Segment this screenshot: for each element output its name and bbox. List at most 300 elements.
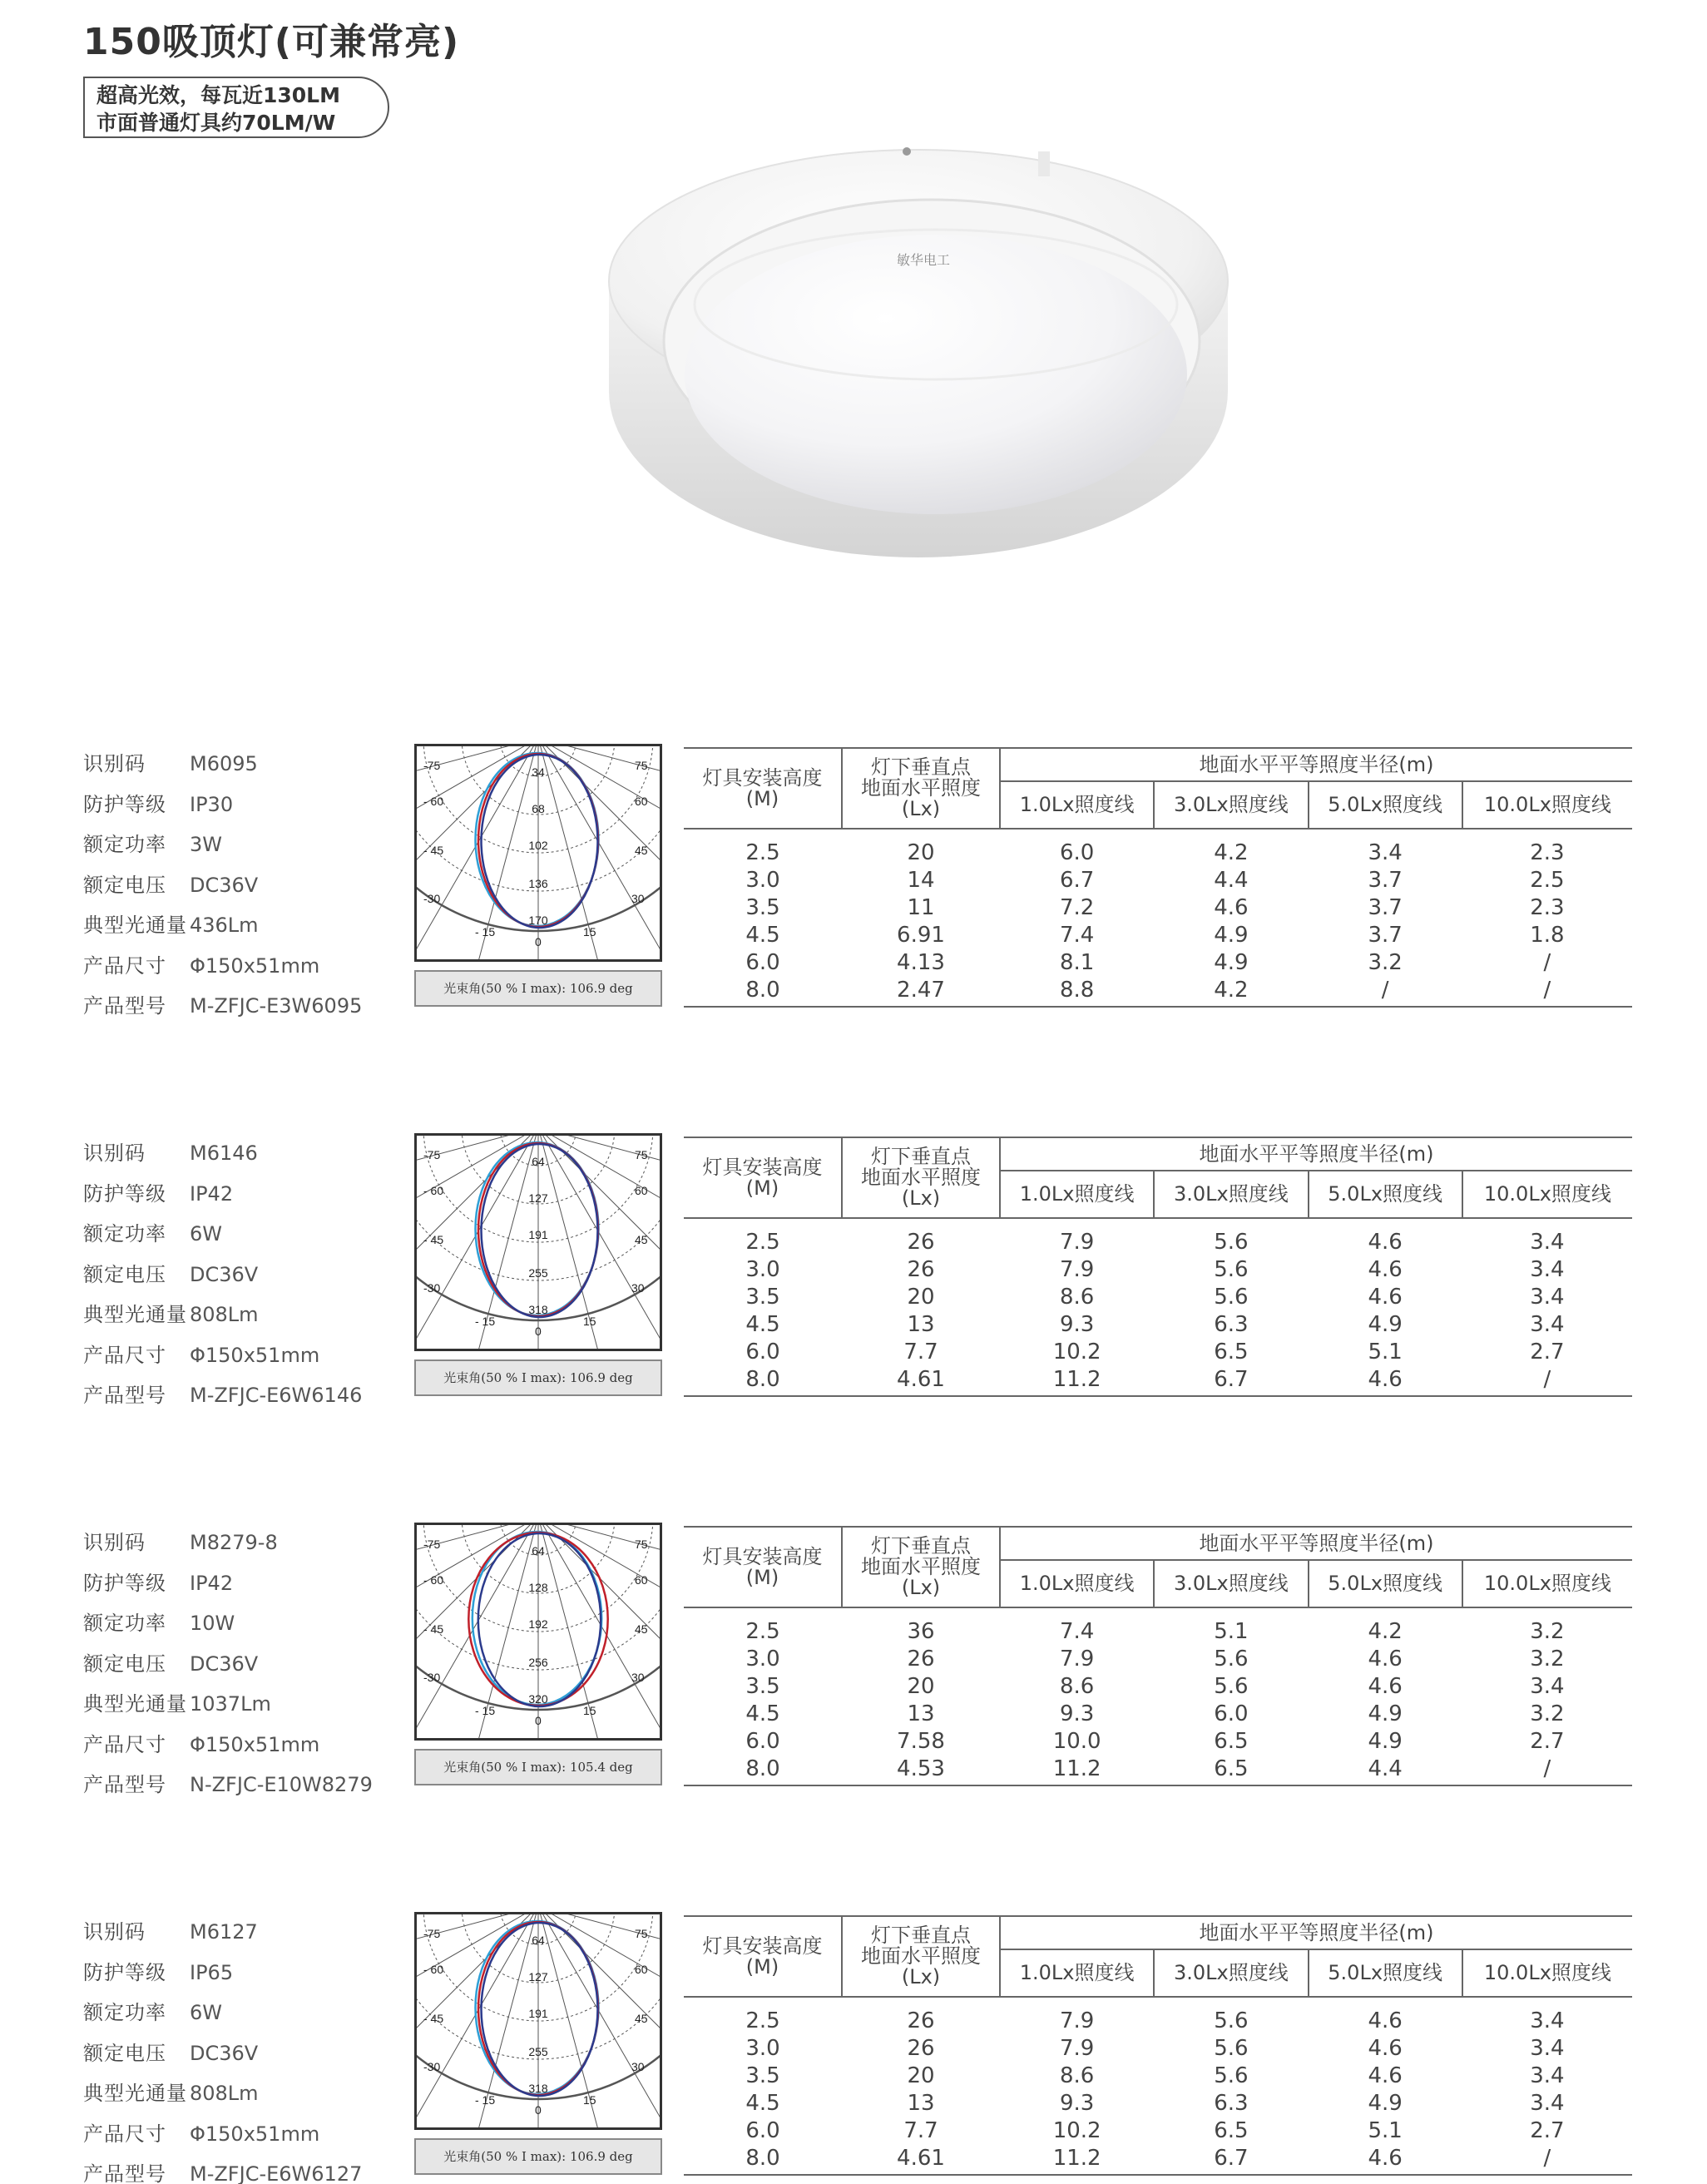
polar-angle-label: 45 — [635, 1622, 648, 1636]
table-cell: 4.4 — [1309, 1756, 1462, 1785]
table-cell: 2.5 — [1530, 868, 1565, 893]
table-cell: 6.5 — [1154, 1756, 1308, 1785]
spec-value-voltage: DC36V — [190, 1262, 259, 1286]
spec-value-size: Φ150x51mm — [190, 1732, 320, 1756]
brand-mark: 敏华电工 — [896, 252, 951, 268]
spec-label: 防护等级 — [83, 1960, 166, 1984]
spec-row-size — [83, 1339, 399, 1379]
table-cell: 4.9 — [1368, 1729, 1403, 1754]
spec-label: 识别码 — [83, 1142, 146, 1165]
spec-value-voltage: DC36V — [190, 1652, 259, 1676]
table-cell: 4.61 — [842, 2145, 1000, 2175]
polar-chart-svg — [417, 746, 660, 959]
spec-label: 识别码 — [83, 1531, 146, 1554]
col-5lx-header: 5.0Lx照度线 — [1309, 781, 1462, 828]
table-cell: 2.47 — [842, 977, 1000, 1007]
product-block-m8279-8 — [0, 1526, 1707, 1800]
table-cell: 3.5 — [745, 895, 780, 920]
spec-row-voltage — [83, 869, 399, 909]
table-cell: 1.8 — [1530, 923, 1565, 948]
polar-angle-label: 60 — [635, 795, 648, 808]
table-cell: 7.9 — [1059, 1257, 1095, 1282]
table-cell: 3.0 — [745, 1647, 780, 1671]
polar-angle-label: 75 — [635, 759, 648, 772]
polar-angle-label: -30 — [423, 892, 441, 905]
table-row — [684, 1728, 1632, 1756]
table-cell: 4.6 — [1368, 2008, 1403, 2033]
table-cell: 6.0 — [1214, 1701, 1249, 1726]
polar-angle-label: -75 — [423, 1148, 441, 1161]
col-height-header — [684, 748, 842, 828]
polar-angle-label: 75 — [635, 1148, 648, 1161]
col-3lx-header: 3.0Lx照度线 — [1154, 1171, 1308, 1217]
table-cell: 3.2 — [1530, 1647, 1565, 1671]
header-text: 地面水平照度 — [861, 776, 981, 800]
header-unit: (M) — [745, 1565, 779, 1589]
illuminance-table — [684, 1526, 1632, 1786]
table-cell: 4.9 — [1368, 1312, 1403, 1337]
table-cell: 26 — [907, 1257, 935, 1282]
table-cell: 3.7 — [1368, 923, 1403, 948]
spec-value-model: M-ZFJC-E6W6146 — [190, 1384, 363, 1407]
polar-value-label: 68 — [532, 802, 545, 815]
col-height-header — [684, 1527, 842, 1607]
table-cell: 10.2 — [1052, 1340, 1101, 1364]
table-cell: 6.5 — [1214, 1340, 1249, 1364]
table-cell: 3.4 — [1530, 1312, 1565, 1337]
table-cell: 6.7 — [1059, 868, 1095, 893]
spec-value-voltage: DC36V — [190, 2041, 259, 2065]
polar-angle-label: 30 — [631, 892, 645, 905]
table-cell: 10.2 — [1052, 2118, 1101, 2143]
spec-label: 额定功率 — [83, 1612, 166, 1635]
table-cell: 10.0 — [1052, 1729, 1101, 1754]
spec-label: 产品尺寸 — [83, 1343, 166, 1367]
polar-angle-label: 60 — [635, 1963, 648, 1976]
table-cell: 4.2 — [1214, 840, 1249, 865]
col-10lx-header: 10.0Lx照度线 — [1462, 1949, 1632, 1996]
polar-angle-label: - 15 — [475, 1704, 496, 1717]
illuminance-table — [684, 1137, 1632, 1397]
beam-angle-label: 光束角(50 % I max): 106.9 deg — [414, 2138, 662, 2175]
spec-value-model: M-ZFJC-E6W6127 — [190, 2162, 363, 2184]
table-cell: 5.1 — [1214, 1619, 1249, 1644]
spec-label: 额定功率 — [83, 2001, 166, 2024]
polar-angle-label: -75 — [423, 759, 441, 772]
table-cell: 3.0 — [745, 2036, 780, 2061]
header-text: 灯具安装高度 — [702, 765, 823, 790]
header-unit: (Lx) — [901, 1965, 941, 1988]
table-row — [684, 1646, 1632, 1673]
table-cell: 3.4 — [1530, 2036, 1565, 2061]
polar-angle-label: - 60 — [423, 1573, 444, 1587]
spec-label: 额定电压 — [83, 2041, 166, 2065]
table-cell: 9.3 — [1059, 2091, 1095, 2116]
table-cell: 4.5 — [745, 923, 780, 948]
table-cell: / — [1462, 1756, 1632, 1785]
col-10lx-header: 10.0Lx照度线 — [1462, 1560, 1632, 1607]
spec-list — [83, 1915, 399, 2184]
col-3lx-header: 3.0Lx照度线 — [1154, 1949, 1308, 1996]
polar-value-label: 127 — [528, 1970, 548, 1983]
radius-group-header: 地面水平平等照度半径(m) — [1000, 1527, 1632, 1560]
polar-angle-label: 30 — [631, 1281, 645, 1295]
table-cell: 4.6 — [1368, 1647, 1403, 1671]
table-cell: 14 — [907, 868, 935, 893]
table-cell: 6.0 — [745, 1340, 780, 1364]
table-cell: 4.6 — [1368, 2036, 1403, 2061]
polar-value-label: 64 — [532, 1544, 545, 1558]
table-row — [684, 2090, 1632, 2117]
spec-row-power — [83, 1607, 399, 1647]
table-cell: 6.7 — [1154, 1366, 1308, 1396]
spec-row-size — [83, 1728, 399, 1769]
polar-angle-label: 15 — [583, 1315, 596, 1328]
col-center-header — [842, 1527, 1000, 1607]
table-cell: 6.5 — [1214, 2118, 1249, 2143]
polar-value-label: 255 — [528, 2045, 548, 2058]
table-cell: 4.5 — [745, 1312, 780, 1337]
col-10lx-header: 10.0Lx照度线 — [1462, 781, 1632, 828]
spec-value-size: Φ150x51mm — [190, 1343, 320, 1367]
polar-angle-label: - 15 — [475, 2093, 496, 2107]
header-unit: (Lx) — [901, 1576, 941, 1599]
polar-angle-label: 75 — [635, 1538, 648, 1551]
spec-row-voltage — [83, 1258, 399, 1299]
table-cell: 36 — [907, 1619, 935, 1644]
table-cell: 26 — [907, 2036, 935, 2061]
radius-group-header: 地面水平平等照度半径(m) — [1000, 748, 1632, 781]
spec-value-power: 6W — [190, 1222, 222, 1246]
table-row — [684, 1701, 1632, 1728]
polar-angle-label: - 45 — [423, 2012, 444, 2025]
table-cell: 6.91 — [897, 923, 945, 948]
radius-group-header: 地面水平平等照度半径(m) — [1000, 1916, 1632, 1949]
table-cell: 2.7 — [1530, 1340, 1565, 1364]
table-cell: 3.4 — [1530, 2063, 1565, 2088]
table-cell: 4.9 — [1214, 923, 1249, 948]
spec-value-code: M6127 — [190, 1920, 258, 1944]
table-cell: 4.6 — [1309, 2145, 1462, 2175]
spec-row-size — [83, 949, 399, 990]
spec-row-flux — [83, 1687, 399, 1728]
table-cell: 13 — [907, 1312, 935, 1337]
table-cell: 3.4 — [1530, 1674, 1565, 1699]
page-title: 150吸顶灯(可兼常亮) — [83, 21, 460, 63]
table-cell: 26 — [907, 1647, 935, 1671]
spec-label: 识别码 — [83, 1920, 146, 1944]
spec-label: 典型光通量 — [83, 1692, 187, 1716]
table-cell: 26 — [907, 1230, 935, 1255]
table-cell: 8.0 — [684, 1756, 842, 1785]
table-cell: 6.3 — [1214, 2091, 1249, 2116]
table-cell: 8.1 — [1059, 950, 1095, 975]
polar-diagram — [414, 744, 662, 962]
spec-row-model — [83, 1768, 399, 1809]
table-row — [684, 1607, 1632, 1646]
table-cell: / — [1462, 2145, 1632, 2175]
polar-angle-label: 45 — [635, 1233, 648, 1246]
polar-value-label: 102 — [528, 839, 548, 852]
table-cell: 6.0 — [745, 2118, 780, 2143]
table-cell: 4.13 — [897, 950, 945, 975]
table-cell: 4.6 — [1368, 1285, 1403, 1310]
table-row — [684, 1218, 1632, 1256]
table-cell: 4.61 — [842, 1366, 1000, 1396]
table-cell: 4.6 — [1368, 1674, 1403, 1699]
table-cell: 4.6 — [1368, 1257, 1403, 1282]
table-cell: 2.7 — [1530, 1729, 1565, 1754]
illuminance-table — [684, 747, 1632, 1008]
table-cell: 2.3 — [1530, 840, 1565, 865]
table-cell: 5.1 — [1368, 1340, 1403, 1364]
table-cell: 2.5 — [745, 1619, 780, 1644]
polar-value-label: 192 — [528, 1617, 548, 1631]
polar-value-label: 191 — [528, 1228, 548, 1241]
spec-value-flux: 436Lm — [190, 914, 259, 937]
table-cell: 5.6 — [1214, 1674, 1249, 1699]
col-5lx-header: 5.0Lx照度线 — [1309, 1949, 1462, 1996]
table-cell: 3.5 — [745, 1285, 780, 1310]
table-cell: 11.2 — [1000, 2145, 1154, 2175]
product-photo — [599, 141, 1248, 607]
table-row — [684, 1756, 1632, 1785]
product-block-m6127 — [0, 1915, 1707, 2184]
spec-row-power — [83, 1217, 399, 1258]
spec-row-code — [83, 1137, 399, 1177]
table-cell: 6.5 — [1214, 1729, 1249, 1754]
spec-row-ip — [83, 1956, 399, 1997]
header-text: 灯下垂直点 — [871, 755, 971, 779]
polar-value-label: 191 — [528, 2007, 548, 2020]
spec-label: 产品尺寸 — [83, 1732, 166, 1756]
illuminance-table — [684, 1915, 1632, 2176]
spec-row-voltage — [83, 2037, 399, 2078]
spec-row-ip — [83, 788, 399, 829]
table-row — [684, 894, 1632, 922]
spec-value-ip: IP65 — [190, 1960, 234, 1984]
table-row — [684, 1673, 1632, 1701]
col-5lx-header: 5.0Lx照度线 — [1309, 1560, 1462, 1607]
table-row — [684, 1284, 1632, 1311]
table-cell: 3.2 — [1368, 950, 1403, 975]
table-cell: 7.2 — [1059, 895, 1095, 920]
spec-value-ip: IP30 — [190, 792, 234, 816]
table-cell: 5.1 — [1368, 2118, 1403, 2143]
polar-value-label: 128 — [528, 1581, 548, 1594]
table-row — [684, 867, 1632, 894]
polar-angle-label: 0 — [535, 2103, 542, 2117]
spec-label: 典型光通量 — [83, 1303, 187, 1326]
spec-row-code — [83, 1526, 399, 1567]
table-cell: 4.5 — [745, 2091, 780, 2116]
radius-group-header: 地面水平平等照度半径(m) — [1000, 1137, 1632, 1171]
spec-label: 产品尺寸 — [83, 2122, 166, 2146]
spec-value-voltage: DC36V — [190, 873, 259, 897]
table-cell: 7.9 — [1059, 1230, 1095, 1255]
table-cell: 3.4 — [1368, 840, 1403, 865]
table-cell: 3.0 — [745, 1257, 780, 1282]
spec-row-power — [83, 1996, 399, 2037]
polar-angle-label: -30 — [423, 1281, 441, 1295]
spec-value-ip: IP42 — [190, 1181, 234, 1206]
polar-value-label: 320 — [528, 1692, 548, 1706]
col-1lx-header: 1.0Lx照度线 — [1000, 781, 1154, 828]
table-cell: 20 — [907, 1285, 935, 1310]
table-cell: 9.3 — [1059, 1312, 1095, 1337]
beam-angle-label: 光束角(50 % I max): 105.4 deg — [414, 1749, 662, 1785]
table-row — [684, 922, 1632, 949]
polar-angle-label: -30 — [423, 1671, 441, 1684]
header-text: 灯下垂直点 — [871, 1924, 971, 1947]
spec-row-power — [83, 828, 399, 869]
table-cell: 13 — [907, 2091, 935, 2116]
col-3lx-header: 3.0Lx照度线 — [1154, 781, 1308, 828]
table-cell: 4.5 — [745, 1701, 780, 1726]
table-cell: 6.3 — [1214, 1312, 1249, 1337]
spec-value-power: 3W — [190, 833, 222, 856]
spec-row-code — [83, 1915, 399, 1956]
table-cell: / — [1462, 1366, 1632, 1396]
product-block-m6095 — [0, 747, 1707, 1022]
table-cell: 4.53 — [842, 1756, 1000, 1785]
polar-angle-label: 15 — [583, 2093, 596, 2107]
efficiency-badge — [83, 77, 389, 138]
polar-angle-label: - 15 — [475, 1315, 496, 1328]
table-cell: 3.5 — [745, 1674, 780, 1699]
polar-chart-svg — [417, 1136, 660, 1349]
polar-value-label: 256 — [528, 1656, 548, 1669]
table-cell: 3.7 — [1368, 895, 1403, 920]
spec-list — [83, 747, 399, 1030]
table-cell: 5.6 — [1214, 1647, 1249, 1671]
spec-label: 额定功率 — [83, 1222, 166, 1246]
polar-chart-svg — [417, 1914, 660, 2127]
table-row — [684, 2117, 1632, 2145]
header-text: 地面水平照度 — [861, 1555, 981, 1578]
col-center-header — [842, 1137, 1000, 1217]
table-cell: 3.7 — [1368, 868, 1403, 893]
polar-angle-label: -75 — [423, 1927, 441, 1940]
spec-row-model — [83, 2157, 399, 2184]
table-cell: 4.6 — [1368, 1230, 1403, 1255]
table-cell: 7.9 — [1059, 1647, 1095, 1671]
table-cell: 4.6 — [1214, 895, 1249, 920]
polar-value-label: 127 — [528, 1191, 548, 1205]
polar-angle-label: - 60 — [423, 795, 444, 808]
polar-angle-label: 60 — [635, 1573, 648, 1587]
spec-label: 产品型号 — [83, 2162, 166, 2184]
table-cell: 4.2 — [1368, 1619, 1403, 1644]
spec-label: 识别码 — [83, 752, 146, 775]
table-cell: 4.6 — [1368, 2063, 1403, 2088]
table-cell: 11 — [907, 895, 935, 920]
spec-value-model: M-ZFJC-E3W6095 — [190, 994, 363, 1018]
table-cell: 7.7 — [903, 1340, 938, 1364]
spec-value-size: Φ150x51mm — [190, 2122, 320, 2146]
polar-angle-label: 45 — [635, 2012, 648, 2025]
header-text: 灯具安装高度 — [702, 1934, 823, 1958]
product-block-m6146 — [0, 1137, 1707, 1411]
polar-diagram — [414, 1133, 662, 1351]
col-height-header — [684, 1916, 842, 1996]
table-row — [684, 2035, 1632, 2063]
badge-line-2: 市面普通灯具约70LM/W — [96, 111, 336, 135]
spec-list — [83, 1526, 399, 1809]
table-row — [684, 977, 1632, 1007]
polar-angle-label: - 60 — [423, 1184, 444, 1197]
table-cell: 26 — [907, 2008, 935, 2033]
polar-angle-label: 15 — [583, 1704, 596, 1717]
table-row — [684, 1366, 1632, 1396]
spec-label: 额定电压 — [83, 1652, 166, 1676]
spec-label: 防护等级 — [83, 792, 166, 816]
table-row — [684, 2063, 1632, 2090]
header-text: 灯具安装高度 — [702, 1544, 823, 1568]
table-cell: 8.6 — [1059, 2063, 1095, 2088]
spec-value-power: 6W — [190, 2001, 222, 2024]
table-cell: 5.6 — [1214, 2063, 1249, 2088]
polar-diagram — [414, 1523, 662, 1741]
table-cell: 13 — [907, 1701, 935, 1726]
polar-angle-label: - 15 — [475, 925, 496, 938]
table-cell: 7.9 — [1059, 2008, 1095, 2033]
table-cell: 20 — [907, 1674, 935, 1699]
table-cell: 4.9 — [1368, 1701, 1403, 1726]
table-cell: 3.5 — [745, 2063, 780, 2088]
table-cell: 2.5 — [745, 1230, 780, 1255]
spec-label: 产品型号 — [83, 1384, 166, 1407]
polar-angle-label: -30 — [423, 2060, 441, 2073]
spec-label: 产品尺寸 — [83, 953, 166, 978]
table-cell: 7.9 — [1059, 2036, 1095, 2061]
table-cell: 2.5 — [745, 2008, 780, 2033]
spec-value-ip: IP42 — [190, 1571, 234, 1595]
table-row — [684, 1256, 1632, 1284]
polar-angle-label: - 45 — [423, 1233, 444, 1246]
table-cell: 20 — [907, 2063, 935, 2088]
polar-value-label: 318 — [528, 1303, 548, 1316]
header-unit: (Lx) — [901, 1186, 941, 1210]
table-cell: / — [1462, 977, 1632, 1007]
col-1lx-header: 1.0Lx照度线 — [1000, 1560, 1154, 1607]
polar-value-label: 255 — [528, 1266, 548, 1280]
spec-value-flux: 808Lm — [190, 2082, 259, 2105]
table-cell: 3.2 — [1530, 1701, 1565, 1726]
header-unit: (Lx) — [901, 797, 941, 820]
table-row — [684, 829, 1632, 867]
polar-value-label: 34 — [532, 765, 545, 779]
spec-value-code: M8279-8 — [190, 1531, 278, 1554]
table-cell: 5.6 — [1214, 1257, 1249, 1282]
spec-row-ip — [83, 1567, 399, 1607]
spec-label: 产品型号 — [83, 994, 166, 1018]
table-cell: 8.0 — [684, 2145, 842, 2175]
table-row — [684, 1339, 1632, 1366]
beam-angle-label: 光束角(50 % I max): 106.9 deg — [414, 1359, 662, 1396]
table-row — [684, 1311, 1632, 1339]
header-text: 灯具安装高度 — [702, 1155, 823, 1179]
table-cell: / — [1543, 950, 1551, 975]
table-cell: 7.58 — [897, 1729, 945, 1754]
table-cell: 11.2 — [1000, 1366, 1154, 1396]
table-cell: 2.3 — [1530, 895, 1565, 920]
spec-label: 产品型号 — [83, 1773, 166, 1796]
col-1lx-header: 1.0Lx照度线 — [1000, 1171, 1154, 1217]
polar-angle-label: 75 — [635, 1927, 648, 1940]
badge-line-1: 超高光效，每瓦近130LM — [96, 83, 340, 107]
header-text: 地面水平照度 — [861, 1944, 981, 1968]
